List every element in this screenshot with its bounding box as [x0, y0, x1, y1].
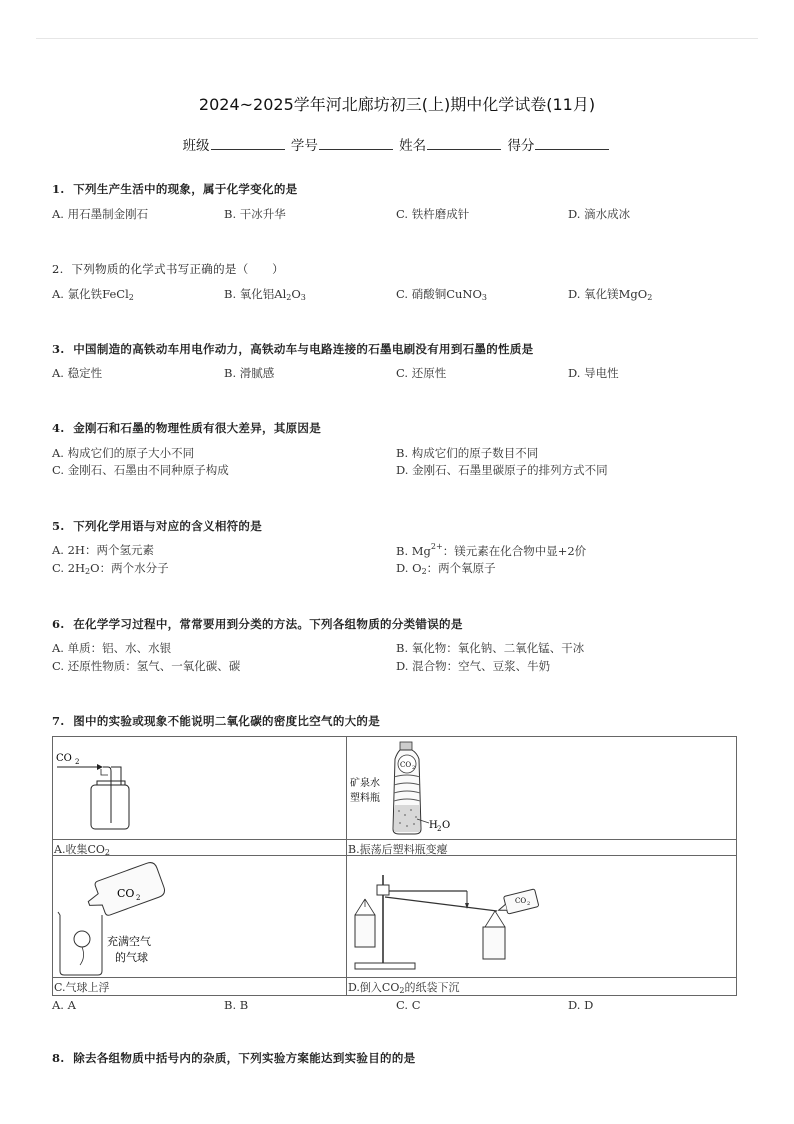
cell-a-caption: A.收集$CO_2$: [54, 843, 110, 857]
cell-c-caption: C.气球上浮: [54, 981, 110, 994]
grid-divider: [53, 839, 736, 840]
bottle-label: 矿泉水: [350, 778, 380, 789]
question-text: 除去各组物质中括号内的杂质，下列实验方案能达到实验目的的是: [73, 1051, 416, 1065]
options-row: [52, 462, 742, 478]
option-a[interactable]: A. 用石墨制金刚石: [52, 207, 149, 221]
options-row: [52, 365, 742, 381]
score-label: 得分: [507, 138, 535, 154]
question-3: [52, 341, 742, 380]
option-c[interactable]: C. 还原性: [396, 366, 447, 380]
question-text: 下列化学用语与对应的含义相符的是: [73, 519, 263, 533]
co2-label: CO: [117, 887, 135, 900]
question-number: 3.: [52, 342, 65, 356]
gas-bottle-figure: [53, 745, 173, 837]
options-row: [52, 560, 742, 576]
balloon-label: 充满空气: [107, 935, 151, 948]
question-text: 金刚石和石墨的物理性质有很大差异，其原因是: [73, 421, 322, 435]
top-rule: [36, 38, 758, 39]
option-a[interactable]: A. 稳定性: [52, 366, 103, 380]
question-stem: [52, 420, 742, 436]
question-number: 6.: [52, 617, 65, 631]
water-label: O: [442, 820, 451, 831]
options-row: [52, 640, 742, 656]
co2-subscript: 2: [412, 765, 416, 771]
option-d[interactable]: D. 导电性: [568, 366, 619, 380]
question-stem: [52, 341, 742, 357]
option-d[interactable]: D. D: [568, 998, 594, 1012]
question-number: 5.: [52, 519, 65, 533]
option-b[interactable]: B. $Mg^{2+}$：镁元素在化合物中显+2价: [396, 542, 587, 558]
co2-label: CO: [515, 897, 527, 905]
class-blank[interactable]: [211, 137, 285, 150]
question-number: 2.: [52, 262, 64, 276]
question-2: [52, 261, 742, 302]
option-b[interactable]: B. 氧化物：氧化钠、二氧化锰、干冰: [396, 641, 585, 655]
option-d[interactable]: D. 滴水成冰: [568, 207, 631, 221]
option-c[interactable]: C. 金刚石、石墨由不同种原子构成: [52, 463, 229, 477]
option-b[interactable]: B. B: [224, 998, 249, 1012]
question-stem: [52, 261, 742, 277]
question-5: [52, 518, 742, 576]
water-subscript: 2: [437, 825, 442, 833]
option-d[interactable]: D. $O_2$：两个氧原子: [396, 561, 496, 576]
question-stem: [52, 181, 742, 197]
options-row: [52, 445, 742, 461]
co2-label: CO: [56, 753, 72, 764]
student-info-fields: [0, 134, 794, 154]
score-blank[interactable]: [535, 137, 609, 150]
name-blank[interactable]: [427, 137, 501, 150]
option-c[interactable]: C. C: [396, 998, 421, 1012]
option-b[interactable]: B. 氧化铝$Al_2O_3$: [224, 287, 306, 302]
option-c[interactable]: C. $2H_2O$：两个水分子: [52, 561, 169, 576]
option-c[interactable]: C. 硝酸铜CuNO$_3$: [396, 287, 487, 302]
bottle-label: 塑料瓶: [350, 793, 380, 804]
options-row: [52, 206, 742, 222]
question-number: 4.: [52, 421, 65, 435]
page-title: 2024~2025学年河北廊坊初三(上)期中化学试卷(11月): [198, 95, 596, 114]
option-d[interactable]: D. 金刚石、石墨里碳原子的排列方式不同: [396, 463, 608, 477]
option-c[interactable]: C. 铁杵磨成针: [396, 207, 470, 221]
figure-grid: [52, 736, 737, 996]
student-id-label: 学号: [290, 138, 318, 154]
cell-b-caption: B.振荡后塑料瓶变瘪: [348, 843, 448, 856]
cell-d-caption: D.倒入$CO_2$的纸袋下沉: [348, 981, 460, 995]
co2-subscript: 2: [136, 894, 141, 902]
class-label: 班级: [182, 138, 210, 154]
question-7: [52, 713, 742, 729]
balloon-label: 的气球: [115, 951, 148, 964]
question-stem: [52, 518, 742, 534]
question-text: 在化学学习过程中，常常要用到分类的方法。下列各组物质的分类错误的是: [73, 617, 463, 631]
option-b[interactable]: B. 干冰升华: [224, 207, 286, 221]
options-row: [52, 658, 742, 674]
option-a[interactable]: A. A: [52, 998, 76, 1012]
beaker-balloon-figure: [53, 857, 213, 977]
option-a[interactable]: A. 氯化铁FeCl$_2$: [52, 287, 134, 302]
option-c[interactable]: C. 还原性物质：氢气、一氧化碳、碳: [52, 659, 241, 673]
question-number: 7.: [52, 714, 65, 728]
water-label: H: [429, 820, 438, 831]
co2-subscript: 2: [75, 758, 80, 766]
student-id-blank[interactable]: [319, 137, 393, 150]
option-a[interactable]: A. 2H：两个氢元素: [52, 543, 154, 557]
question-8: [52, 1050, 742, 1066]
question-6: [52, 616, 742, 673]
option-b[interactable]: B. 构成它们的原子数目不同: [396, 446, 539, 460]
co2-label: CO: [400, 761, 412, 769]
question-number: 1.: [52, 182, 65, 196]
options-row: [52, 542, 742, 558]
co2-subscript: 2: [527, 901, 531, 907]
option-a[interactable]: A. 单质：铝、水、水银: [52, 641, 172, 655]
question-1: [52, 181, 742, 221]
option-d[interactable]: D. 氧化镁MgO$_2$: [568, 287, 653, 302]
option-b[interactable]: B. 滑腻感: [224, 366, 275, 380]
plastic-bottle-figure: [347, 739, 497, 837]
name-label: 姓名: [399, 138, 427, 154]
question-text: 中国制造的高铁动车用电作动力，高铁动车与电路连接的石墨电刷没有用到石墨的性质是: [73, 342, 534, 356]
option-d[interactable]: D. 混合物：空气、豆浆、牛奶: [396, 659, 551, 673]
question-text: 图中的实验或现象不能说明二氧化碳的密度比空气的大的是: [73, 714, 381, 728]
question-stem: [52, 713, 742, 729]
question-number: 8.: [52, 1051, 65, 1065]
question-text: 下列物质的化学式书写正确的是（ ）: [71, 262, 284, 276]
balance-figure: [347, 859, 547, 975]
options-row: [52, 286, 742, 302]
question-text: 下列生产生活中的现象，属于化学变化的是: [73, 182, 298, 196]
grid-divider: [53, 977, 736, 978]
question-stem: [52, 1050, 742, 1066]
options-row: [52, 998, 742, 1014]
question-4: [52, 420, 742, 477]
question-stem: [52, 616, 742, 632]
option-a[interactable]: A. 构成它们的原子大小不同: [52, 446, 195, 460]
